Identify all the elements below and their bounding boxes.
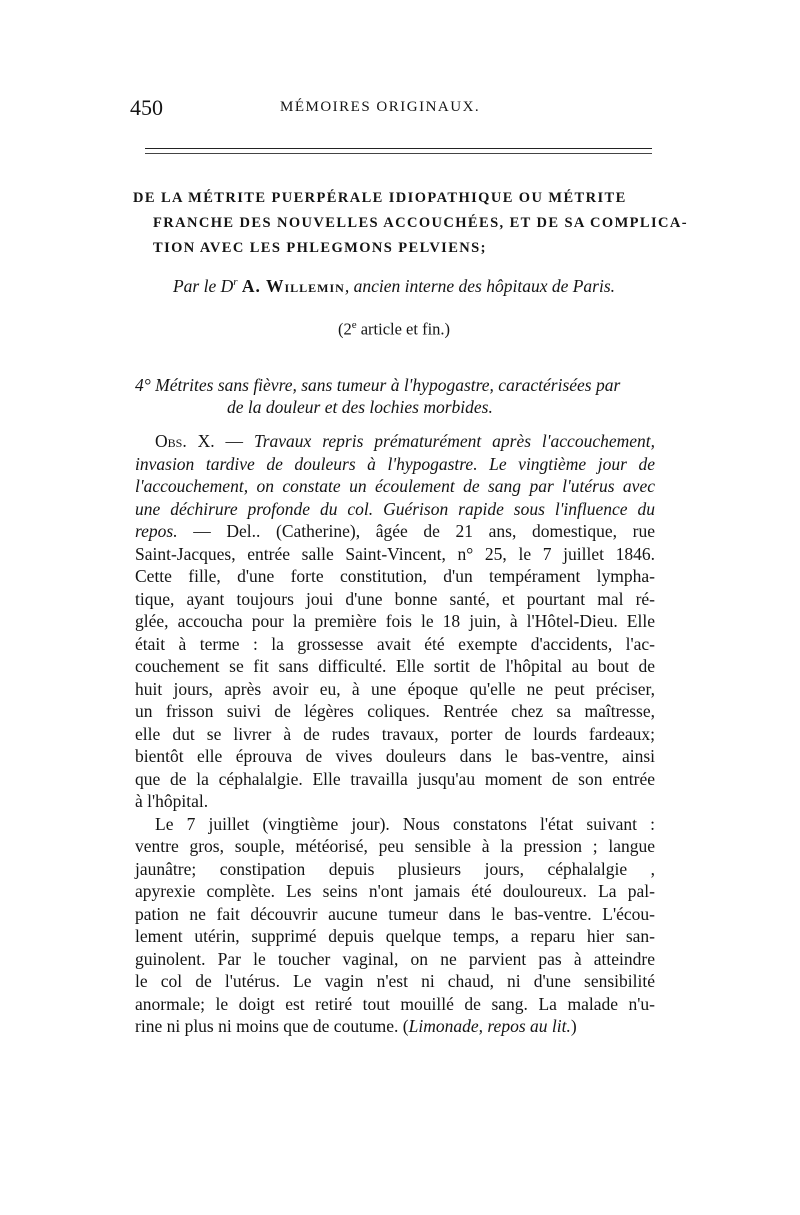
text-line: à l'hôpital. (135, 791, 209, 811)
summary-line: invasion tardive de douleurs à l'hypogastre. Le vingtième jour de (135, 453, 655, 474)
title-line: DE LA MÉTRITE PUERPÉRALE IDIOPATHIQUE OU MÉTRITE (133, 190, 627, 206)
section-line: 4° Métrites sans fièvre, sans tumeur à l'hypogastre, caractérisées par (135, 375, 621, 395)
byline-prefix: Par le D (172, 276, 234, 296)
header-rule (145, 153, 652, 154)
text-line: anormale; le doigt est retiré tout mouillé de sang. La malade n'u- (135, 993, 655, 1014)
text-line: tique, ayant toujours joui d'une bonne santé, et pourtant mal ré- (135, 588, 655, 609)
text-line (135, 430, 655, 453)
note-open: (2 (337, 319, 352, 339)
page-header (130, 95, 650, 131)
text-line: couchement se fit sans difficulté. Elle sortit de l'hôpital au bout de (135, 656, 655, 676)
note-rest: article et fin.) (356, 319, 451, 339)
byline-suffix: , ancien interne des hôpitaux de Paris. (344, 276, 616, 296)
text-line: que de la céphalalgie. Elle travailla jusqu'au moment de son entrée (135, 768, 655, 789)
byline-sup: r (233, 276, 238, 289)
author-byline (134, 276, 654, 297)
text-line: glée, accoucha pour la première fois le 18 juin, à l'Hôtel-Dieu. Elle (135, 611, 655, 631)
running-head: MÉMOIRES ORIGINAUX. (280, 99, 481, 115)
title-line: FRANCHE DES NOUVELLES ACCOUCHÉES, ET DE SA COMPLICA- (153, 215, 689, 231)
note-sup: e (351, 319, 357, 331)
text-line: guinolent. Par le toucher vaginal, on ne parvient pas à atteindre (135, 948, 655, 969)
final-close: ) (570, 1016, 577, 1036)
text-line: pation ne fait découvrir aucune tumeur dans le bas-ventre. L'écou- (135, 903, 655, 924)
title-line: TION AVEC LES PHLEGMONS PELVIENS; (153, 240, 487, 256)
summary-line: Travaux repris prématurément après l'accouchement, (253, 431, 655, 451)
article-note (134, 319, 654, 340)
section-line: de la douleur et des lochies morbides. (227, 397, 493, 417)
text-line: huit jours, après avoir eu, à une époque qu'elle ne peut préciser, (135, 678, 655, 699)
section-heading (135, 374, 655, 418)
patient-intro: — Del.. (Catherine), âgée de 21 ans, domestique, rue (177, 521, 655, 541)
final-text: rine ni plus ni moins que de coutume. ( (135, 1016, 409, 1036)
text-line: Le 7 juillet (vingtième jour). Nous constatons l'état suivant : (155, 813, 655, 834)
text-line: Cette fille, d'une forte constitution, d'un tempérament lympha- (135, 566, 655, 586)
text-line: elle dut se livrer à de rudes travaux, porter de lourds fardeaux; (135, 723, 655, 744)
observation-label: Obs. X. (155, 431, 215, 451)
repos-word: repos. (135, 521, 178, 541)
summary-line: une déchirure profonde du col. Guérison rapide sous l'influence du (135, 498, 655, 519)
summary-line: l'accouchement, on constate un écoulement de sang par l'utérus avec (135, 476, 655, 496)
text-line: Saint-Jacques, entrée salle Saint-Vincent, n° 25, le 7 juillet 1846. (135, 543, 655, 564)
text-line: un frisson suivi de légères coliques. Rentrée chez sa maîtresse, (135, 701, 655, 721)
text-line (135, 520, 655, 543)
article-title (133, 186, 689, 261)
text-line: bientôt elle éprouva de vives douleurs dans le bas-ventre, ainsi (135, 746, 655, 766)
header-rule (145, 148, 652, 149)
author-name: A. Willemin (241, 276, 345, 296)
prescription: Limonade, repos au lit. (408, 1016, 571, 1036)
text-line (135, 1015, 655, 1038)
observation-text (135, 430, 655, 1038)
text-line: le col de l'utérus. Le vagin n'est ni chaud, ni d'une sensibilité (135, 971, 655, 991)
page-number: 450 (130, 95, 163, 120)
text-line: ventre gros, souple, météorisé, peu sensible à la pression ; langue (135, 836, 655, 856)
observation-dash: — (214, 431, 254, 451)
text-line: lement utérin, supprimé depuis quelque temps, a reparu hier san- (135, 926, 655, 946)
text-line: apyrexie complète. Les seins n'ont jamais été douloureux. La pal- (135, 881, 655, 901)
text-line: était à terme : la grossesse avait été exempte d'accidents, l'ac- (135, 633, 655, 654)
text-line: jaunâtre; constipation depuis plusieurs jours, céphalalgie , (135, 858, 655, 879)
